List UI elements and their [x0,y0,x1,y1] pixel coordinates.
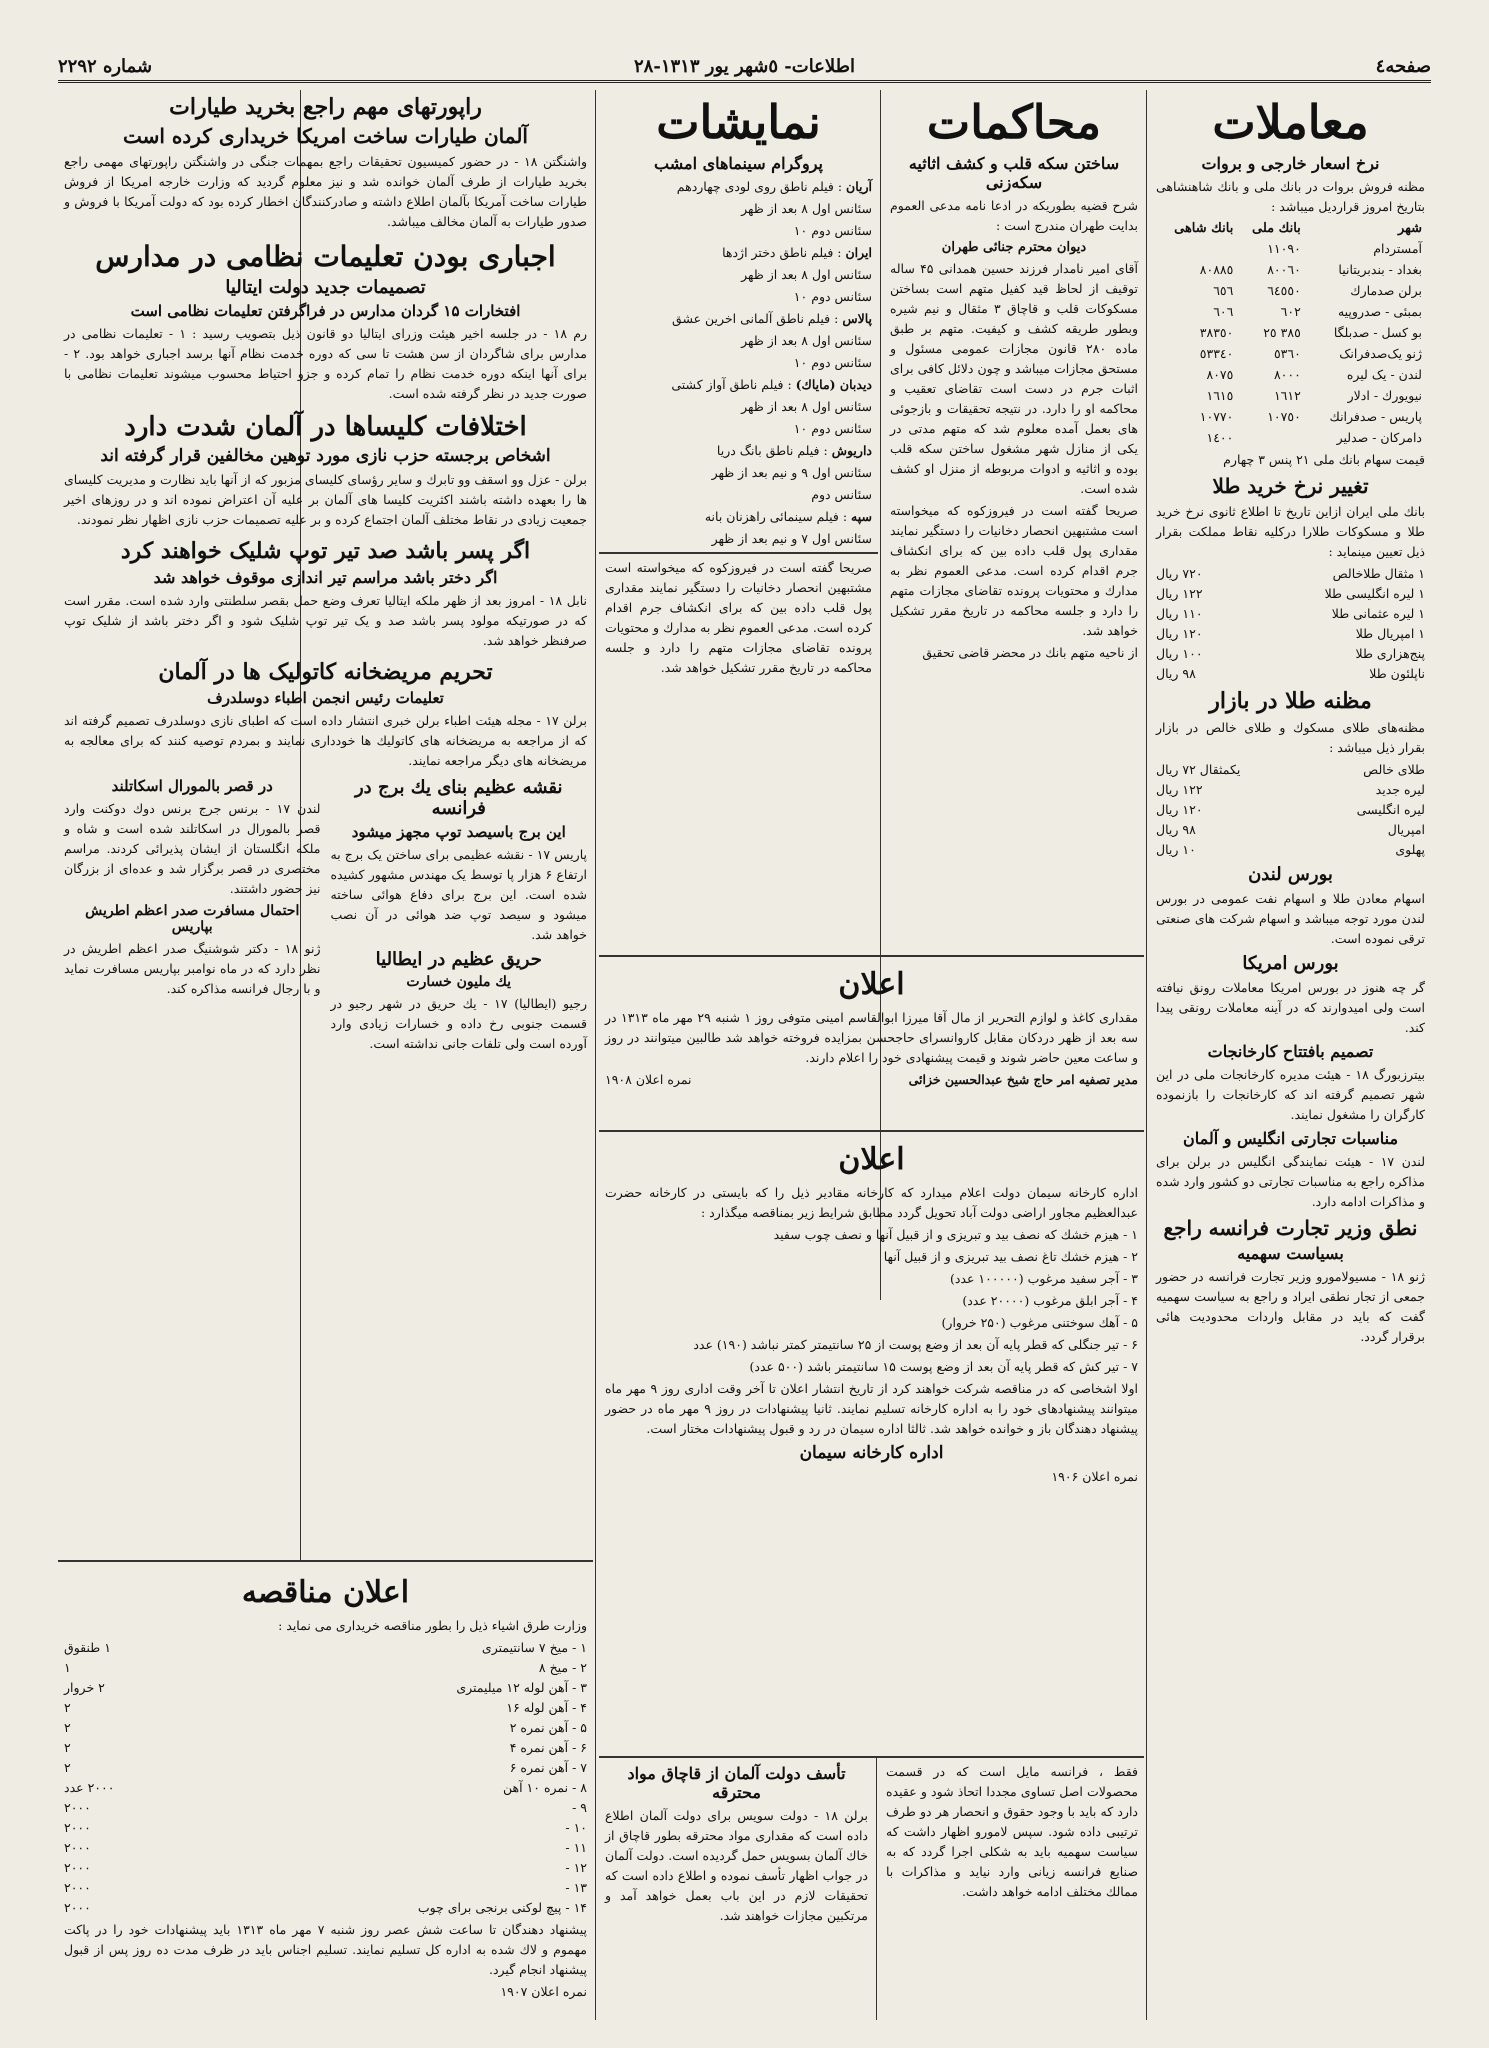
list-item: ۵ - آهك سوختنی مرغوب (۲۵۰ خروار) [941,1315,1138,1330]
table-header: بانك شاهی [1174,221,1234,236]
column-transactions [1150,90,1431,2015]
column-shows [599,90,878,550]
table-row: آمستردام ١١٠٩٠ [1267,241,1422,256]
rates-footer: قیمت سهام بانك ملی ۲۱ پنس ۳ چهارم [1223,452,1425,467]
list-item: سپه : فیلم سینمائی راهزنان بانه سئانس اول ۷ و نیم بعد از ظهر [605,507,872,550]
cinema-name: داریوش [831,443,872,458]
news-title: تأسف دولت آلمان از قاچاق مواد محترقه [627,1764,846,1802]
section-title: محاکمات [926,95,1102,149]
news-text: برلن ۱۸ - دولت سویس برای دولت آلمان اطلاع داده است که مقداری مواد محترقه بطور قاچاق از خاك آلمان بسویس حمل گردیده است. دولت آلمان در جواب اظهار تأسف نموده و اطلاع داده است که تحقیقات لازم در این باب بعمل خواهد آمد و مرتکبین مجازات خواهند شد. [605,1808,868,1923]
list-item: ۹ - ۲۰۰۰ [64,1800,587,1815]
list-item: ۱۰ - ۲۰۰۰ [64,1820,587,1835]
list-item: ۸ - نمره ۱۰ آهن ۲۰۰۰ عدد [64,1780,587,1795]
minister-title: نطق وزیر تجارت فرانسه راجع [1163,1216,1418,1240]
divider [599,955,1144,957]
factories-text: بیترزبورگ ۱۸ - هیئت مدیره کارخانجات ملی در این شهر تصمیم گرفته اند که کارخانجات را بازنموده کارگران را مشغول نمایند. [1156,1067,1425,1122]
news-text: رم ۱۸ - در جلسه اخیر هیئت وزرای ایتالیا دو قانون ذیل بتصویب رسید : ۱ - تعلیمات نظامی در مدارس برای شاگردان از سن هشت تا سی که دوره خدمت نظام آنها برسد اجباری خواهد بود. ۲ - برای آنها اینکه دوره خدمت نظام را تمام کرده و جزو احتیاط محسوب میشوند تعلیمات نظامی با صورت جدید در نظر گرفته شده است. [64,326,588,401]
gold-list [1156,564,1425,684]
news-title: احتمال مسافرت صدر اعظم اطریش بپاریس [85,903,300,935]
tender-list [64,1638,587,1918]
list-item: ناپلئون طلا ۹۸ ریال [1156,666,1425,681]
market-title: مظنه طلا در بازار [1209,688,1372,714]
cinema-name: پالاس [842,311,872,326]
cinema-name: آریان [846,179,872,194]
list-item: ۱ امپریال طلا ۱۲۰ ریال [1156,626,1425,641]
us-title: بورس امریکا [1242,953,1339,974]
column-world-news [58,90,593,1560]
minister-text: ژنو ۱۸ - مسیولامورو وزیر تجارت فرانسه در حضور جمعی از تجار نطقی ایراد و راجع به سیاست سهمیه گفت که باید در مقابل واردات محدودیت هائی برقرار گردد. [1156,1269,1426,1344]
film-title: فیلم ناطق روی لودی چهاردهم [676,179,834,194]
column-rule [876,1758,877,2020]
tender-text: پیشنهاد دهندگان تا ساعت شش عصر روز شنبه ۷ مهر ماه ۱۳۱۳ باید پیشنهادات خود را در پاکت مهموم و لاك شده به اداره کل تسلیم نمایند. تسلیم اجناس باید در ظرف مدت ده روز پس از قبول پیشنهاد انجام گیرد. [64,1922,588,1977]
list-item: ۱ لیره عثمانی طلا ۱۱۰ ریال [1156,606,1425,621]
news-subtitle: یك ملیون خسارت [406,974,512,990]
section-title: معاملات [1212,95,1369,149]
case-text: آقای امیر نامدار فرزند حسین همدانی ۴۵ ساله توقیف از لحاظ قید کفیل متهم است بساختن مسکوکات قلب و قاچاق ۳ مثقال و نیم شیره وبطور طریقه کشف و کیفیت. متهم بر طبق ماده ۲۸۰ قانون مجازات عمومی مسئول و مستحق مجازات میباشد و چون دلائل کافی برای اثبات جرم در دست است تقاضای تعقیب و محاکمه او را دارد. در نتیجه تحقیقات و بازجوئی های بعمل آمده معلوم شد که متهم مدتی در یکی از منازل شهر مشغول ساختن سکه قلب بوده و اثاثیه و ادوات مربوطه از منزل او کشف شده است. [890,261,1138,496]
news-text: پاریس ۱۷ - نقشه عظیمی برای ساختن یک برج به ارتفاع ۶ هزار پا توسط یک مهندس مشهور کشیده شده است. این برج برای دفاع هوائی ساخته میشود و سیصد توپ ضد هوائی در آن نصب خواهد شد. [330,847,587,942]
list-item: ۱ مثقال طلاخالص ۷۲۰ ریال [1156,566,1425,581]
list-item: امپریال ۹۸ ریال [1156,822,1425,837]
showtime: سئانس اول ۸ بعد از ظهر [741,267,872,282]
list-item: ۷ - تیر کش که قطر پایه آن بعد از وضع پوست ۱۵ سانتیمتر باشد (۵۰۰ عدد) [749,1359,1138,1374]
tender-title: اعلان مناقصه [241,1575,410,1610]
news-subtitle: این برج باسیصد توپ مجهز میشود [351,823,566,841]
gold-note: بانك ملی ایران ازاین تاریخ تا اطلاع ثانوی نرخ خرید طلا و مسکوکات طلارا درکلیه نقاط مملکت بقرار ذیل تعیین مینماید : [1156,504,1425,559]
news-text: برلن - عزل وو اسقف وو تابرك و سایر رؤسای کلیسای مزبور که از آنها باید نظارت و مدیریت کلیسای ها را بعهده داشته باشند اکثریت کلیسا های آلمان بر علیه آن اعتراض نموده اند و در روزهای اخیر جمعیت زیادی در نقاط مختلف آلمان اجتماع کرده و بر علیه تصمیمات حزب نازی اظهار نظر نمودند. [64,472,587,527]
rates-note: مظنه فروش بروات در بانك ملی و بانك شاهنشاهی بتاریخ امروز قراردیل میباشد : [1156,179,1425,214]
list-item: ۱ - هیزم خشك که نصف بید و تبریزی و از قبیل آنها و نصف چوب سفید [773,1227,1138,1242]
news-title: اگر پسر باشد صد تیر توپ شلیک خواهند کرد [120,538,531,564]
divider [58,1560,593,1562]
showtime: سئانس اول ۷ و نیم بعد از ظهر [711,531,872,546]
list-item: ایران : فیلم ناطق دختر اژدها سئانس اول ۸ بعد از ظهر سئانس دوم ۱۰ [605,243,872,307]
news-subtitle: اشخاص برجسته حزب نازی مورد توهین مخالفین قرار گرفته اند [100,446,551,466]
news-text: ژنو ۱۸ - دکتر شوشنیگ صدر اعظم اطریش در نظر دارد که در ماه نوامبر بپاریس مسافرت نماید و با رجال فرانسه مذاکره کند. [64,941,321,996]
market-list [1156,760,1425,860]
notice-number: نمره اعلان ۱۹۰۶ [1051,1469,1138,1484]
list-item: ۱۴ - پیچ لوکنی برنجی برای چوب ۲۰۰۰ [64,1900,587,1915]
film-title: فیلم ناطق آلمانی اخرین عشق [672,311,831,326]
news-subtitle: تعلیمات رئیس انجمن اطباء دوسلدرف [207,689,444,707]
showtime: سئانس اول ۸ بعد از ظهر [741,399,872,414]
column-trials-continued [599,556,878,952]
news-title: تحریم مریضخانه کاتولیک ها در آلمان [158,659,493,685]
column-trials [884,90,1144,950]
news-title: راپورتهای مهم راجع بخرید طیارات [169,94,482,120]
news-item-tower [331,773,588,1056]
list-item: ۶ - تیر جنگلی که قطر پایه آن بعد از وضع پوست از ۲۵ سانتیمتر کمتر نباشد (۱۹۰) عدد [693,1337,1138,1352]
cinema-name: سپه [851,509,872,524]
notice-intro: اداره کارخانه سیمان دولت اعلام میدارد که کارخانه مقادیر ذیل را که بایستی در کارخانه حضرت عبدالعظیم مجاور اراضی دولت آباد تحویل گردد مطابق شرایط زیر بمناقصه میگذارد : [605,1185,1138,1220]
newspaper-date: اطلاعات- ٥شهر یور ١٣١٣-٢٨ [633,56,855,77]
london-title: بورس لندن [1248,864,1333,885]
list-item: ۳ - آهن لوله ۱۲ میلیمتری ۲ خروار [64,1680,587,1695]
program-heading: پروگرام سینماهای امشب [654,154,823,173]
court-name: دیوان محترم جنائی طهران [941,240,1087,255]
news-subtitle: آلمان طیارات ساخت امریکا خریداری کرده است [123,124,528,148]
list-item: ۱۳ - ۲۰۰۰ [64,1880,587,1895]
issue-number: شماره ٢٢٩٢ [58,56,153,77]
column-rule [1146,90,1147,2020]
news-text: نابل ۱۸ - امروز بعد از ظهر ملکه ایتالیا تعرف وضع حمل بقصر سلطنتی وارد شده است. مقرر است که در صورتیکه مولود پسر باشد صد و یک تیر توپ شلیک شود و اگر دختر باشد از شلیک توپ صرفنظر خواهد شد. [64,593,587,648]
news-item-palace [64,773,321,1056]
list-item: ۱ لیره انگلیسی طلا ۱۲۲ ریال [1156,586,1425,601]
notice-title: اعلان [838,967,905,1002]
notice-number: نمره اعلان ۱۹۰۸ [605,1072,692,1087]
showtime: سئانس دوم ۱۰ [793,223,872,238]
market-note: مظنه‌های طلای مسکوك و طلای خالص در بازار بقرار ذیل میباشد : [1156,720,1425,755]
notice-box [599,958,1144,1128]
trade-text: لندن ۱۷ - هیئت نمایندگی انگلیس در برلن برای مذاکره راجع به مناسبات تجارتی دو کشور وارد شده و مذاکرات ادامه دارد. [1156,1154,1426,1209]
rates-heading: نرخ اسعار خارجی و بروات [1201,154,1380,173]
news-item-continuation [880,1760,1144,2018]
table-row: بغداد - بندبریتانیا ٨٠٠٦٠ ٨٠٨٨٥ [1199,262,1422,277]
notice-title: اعلان [838,1142,905,1177]
list-item: ۲ - هیزم خشك تاغ نصف بید تبریزی و از قبیل آنها [883,1249,1138,1264]
case-heading: ساختن سکه قلب و کشف اثاثیه سکه‌زنی [908,154,1120,192]
notice-text: مقداری کاغذ و لوازم التحریر از مال آقا میرزا ابوالقاسم امینی متوفی روز ۱ شنبه ۲۹ مهر ماه ۱۳۱۳ در سه بعد از ظهر دردکان مقابل کاروانسرای حاجحسن بمزایده فروخته خواهد شد طالبین میتوانند در روز و ساعت معین حاضر شوند و قیمت پیشنهادی خود را اعلام دارند. [605,1010,1139,1065]
table-row: بو كسل - صدبلگا ٣٨٥ ٢٥ ٣٨٣٥٠ [1199,325,1422,340]
news-text: برلن ۱۷ - مجله هیئت اطباء برلن خبری انتشار داده است که اطبای نازی دوسلدرف تصمیم گرفته اند که از مراجعه به مریضخانه های کاتولیك ها خودداری نمایند و بمردم توصیه کنند که برای معالجه به مریضخانه های دیگر مراجعه نمایند. [64,713,587,768]
gold-title: تغییر نرخ خرید طلا [1212,474,1369,498]
film-title: فیلم ناطق دختر اژدها [722,245,834,260]
case-footer: از ناحیه متهم بانك در محضر قاضی تحقیق [922,645,1138,660]
film-title: فیلم ناطق بانگ دریا [716,443,820,458]
film-title: فیلم ناطق آواز کشتی [671,377,784,392]
list-item: داریوش : فیلم ناطق بانگ دریا سئانس اول ۹ و نیم بعد از ظهر سئانس دوم [605,441,872,505]
list-item: ۵ - آهن نمره ۲ ۲ [64,1720,587,1735]
us-text: گر چه هنوز در بورس امریکا معاملات رونق نیافته است ولی امیدوارند که در آینه معاملات رونقی پیدا کند. [1156,980,1425,1035]
list-item: پالاس : فیلم ناطق آلمانی اخرین عشق سئانس اول ۸ بعد از ظهر سئانس دوم ۱۰ [605,309,872,373]
showtime: سئانس دوم [811,487,872,502]
case-text-continued: صریحا گفته است در فیروزکوه که میخواسته است مشتبهین انحصار دخانیات را دستگیر نمایند مقداری پول قلب داده بین که برای انکشاف جرم اقدام کرده است. مدعی العموم نظر به مدارك و محتویات پرونده تقاضای مجازات متهم را دارد و جلسه محاکمه در تاریخ مقرر تشکیل خواهد شد. [605,560,872,675]
news-title: اختلافات کلیساها در آلمان شدت دارد [124,412,527,442]
list-item: ۲ - میخ ۸ ۱ [64,1660,587,1675]
news-text: رجیو (ایطالیا) ۱۷ - یك حریق در شهر رجیو در قسمت جنوبی رخ داده و خسارات زیادی وارد آورده است ولی تلفات جانی نداشته است. [330,996,587,1051]
list-item: ۳ - آجر سفید مرغوب (۱۰۰۰۰۰ عدد) [949,1271,1138,1286]
notice-box [599,1133,1144,1753]
cinema-name: دیدبان (مایاك) [795,377,872,392]
showtime: سئانس دوم ۱۰ [793,355,872,370]
divider [599,1756,1144,1758]
list-item: ۴ - آهن لوله ۱۶ ۲ [64,1700,587,1715]
list-item: ۱ - میخ ۷ سانتیمتری ۱ طنقوق [64,1640,587,1655]
news-title: حریق عظیم در ایطالیا [375,949,542,970]
cinema-list [605,177,872,550]
case-subheading: شرح قضیه بطوریکه در ادعا نامه مدعی العموم بدایت طهران مندرج است : [890,198,1138,233]
list-item: لیره جدید ۱۲۲ ریال [1156,782,1425,797]
showtime: سئانس اول ۹ و نیم بعد از ظهر [711,465,872,480]
divider [599,552,878,554]
tender-intro: وزارت طرق اشیاء ذیل را بطور مناقصه خریداری می نماید : [278,1618,587,1633]
showtime: سئانس اول ۸ بعد از ظهر [741,333,872,348]
notice-signature: اداره کارخانه سیمان [799,1443,944,1463]
list-item: ۱۱ - ۲۰۰۰ [64,1840,587,1855]
list-item: پنج‌هزاری طلا ۱۰۰ ریال [1156,646,1425,661]
column-rule [595,90,596,2020]
news-text: فقط ، فرانسه مایل است که در قسمت محصولات اصل تساوی مجددا اتحاذ شود و عقیده دارد که باید با وجود حقوق و انحصار هر دو طرف ترتیبی داده شود. سپس لامورو اظهار داشت که سیاست سهمیه باید به شکلی اجرا گردد که به صنایع فرانسه زیانی وارد نیاید و مذاکرات با ممالك مختلف ادامه خواهد داشت. [886,1764,1138,1899]
news-subheading: افتخارات ۱۵ گردان مدارس در فراگرفتن تعلیمات نظامی است [130,302,521,320]
showtime: سئانس دوم ۱۰ [793,289,872,304]
news-title: نقشه عظیم بنای یك برج در فرانسه [354,777,563,819]
showtime: سئانس دوم ۱۰ [793,421,872,436]
tender-notice [58,1566,593,2018]
table-row: بمبئی - صدروپیه ٦٠٢ ٦٠٦ [1213,304,1422,319]
list-item: لیره انگلیسی ۱۲۰ ریال [1156,802,1425,817]
list-item: ۴ - آجر ابلق مرغوب (۲۰۰۰۰ عدد) [962,1293,1138,1308]
showtime: سئانس اول ۸ بعد از ظهر [741,201,872,216]
table-header: شهر [1397,221,1422,236]
section-title: نمایشات [656,95,821,149]
film-title: فیلم سینمائی راهزنان بانه [704,509,839,524]
page-number: صفحه٤ [1375,56,1431,77]
factories-title: تصمیم بافتتاح کارخانجات [1207,1042,1374,1061]
page-header [58,54,1431,83]
notice-signature: مدیر تصفیه امر حاج شیخ عبدالحسین خزائی [908,1072,1138,1087]
table-row: ژنو یک‌صدفرانک ٥٣٦٠ ٥٣٣٤٠ [1199,346,1422,361]
tender-number: نمره اعلان ۱۹۰۷ [500,1984,587,1999]
news-title: اجباری بودن تعلیمات نظامی در مدارس [95,240,556,273]
london-text: اسهام معادن طلا و اسهام نفت عمومی در بورس لندن مورد توجه میباشد و اسهام شرکت های صنعتی ترقی نموده است. [1156,891,1425,946]
list-item: آریان : فیلم ناطق روی لودی چهاردهم سئانس اول ۸ بعد از ظهر سئانس دوم ۱۰ [605,177,872,241]
two-column-block [64,773,587,1056]
cinema-name: ایران [845,245,872,260]
list-item: پهلوی ۱۰ ریال [1156,842,1425,857]
case-text-continued: صریحا گفته است در فیروزکوه که میخواسته است مشتبهین انحصار دخانیات را دستگیر نمایند مقداری پول قلب داده بین که برای انکشاف جرم اقدام کرده است. مدعی العموم نظر به مدارك و محتویات پرونده تقاضای مجازات متهم را دارد و جلسه محاکمه در تاریخ مقرر تشکیل خواهد شد. [890,503,1138,638]
news-item-explosives [599,1760,874,2018]
list-item: ۷ - آهن نمره ۶ ۲ [64,1760,587,1775]
minister-subtitle: بسیاست سهمیه [1237,1244,1344,1263]
trade-title: مناسبات تجارتی انگلیس و آلمان [1182,1129,1399,1148]
table-row: برلن صدمارك ٦٤٥٥٠ ٦٥٦ [1213,283,1422,298]
table-header: بانك ملی [1252,221,1301,236]
notice-text: اولا اشخاصی که در مناقصه شرکت خواهند کرد از تاریخ انتشار اعلان تا آخر وقت اداری روز ۹ مهر ماه میتوانند پیشنهادهای خود را به اداره کارخانه تسلیم نمایند. ثانیا پیشنهادات در روز ۹ مهر ماه در حضور پیشنهاد دهندگان باز و خوانده خواهد شد. ثالثا اداره سیمان در رد و قبول پیشنهادات مختار است. [605,1381,1139,1436]
table-row: لندن - یک لیره ٨٠٠٠ ٨٠٧٥ [1206,367,1422,382]
rates-table [1156,219,1425,448]
notice-footer [605,1070,1138,1090]
divider [599,1130,1144,1132]
news-subtitle: تصمیمات جدید دولت ایتالیا [225,277,426,298]
news-title: در قصر بالمورال اسکاتلند [111,777,273,795]
list-item: دیدبان (مایاك) : فیلم ناطق آواز کشتی سئانس اول ۸ بعد از ظهر سئانس دوم ۱۰ [605,375,872,439]
news-subtitle: اگر دختر باشد مراسم تیر اندازی موقوف خواهد شد [153,568,498,587]
table-row: دامرکان - صدلیر ١٤٠٠ [1206,430,1422,445]
news-text: لندن ۱۷ - برنس جرج برنس دوك دوکنت وارد قصر بالمورال در اسکاتلند شده است و شاه و ملکه انگلستان از ایشان پذیرائی کردند. مراسم مختصری در قصر برگزار شد و عده‌ای از بزرگان نیز حضور داشتند. [64,801,321,896]
list-item: ۶ - آهن نمره ۴ ۲ [64,1740,587,1755]
list-item: ۱۲ - ۲۰۰۰ [64,1860,587,1875]
table-row: نیویورك - ادلار ١٦١٢ ١٦١٥ [1206,388,1422,403]
table-row: پاریس - صدفرانك ١٠٧٥٠ ١٠٧٧٠ [1199,409,1422,424]
news-text: واشنگتن ۱۸ - در حضور کمیسیون تحقیقات راجع بمهمات جنگی در واشنگتن راپورتهای مهمی راجع بخرید طیارات از طرف آلمان خوانده شد و نیز معلوم گردید که وزارت خارجه امریکا از فروش طیارات ساخت آمریکا بآلمان اطلاع داشته و صادرکنندگان اخطار کرده بود که دولت آمریکا با فروش و صدور طیارات به آلمان مخالف میباشد. [64,154,587,229]
list-item: طلای خالص یکمثقال ۷۲ ریال [1156,762,1425,777]
